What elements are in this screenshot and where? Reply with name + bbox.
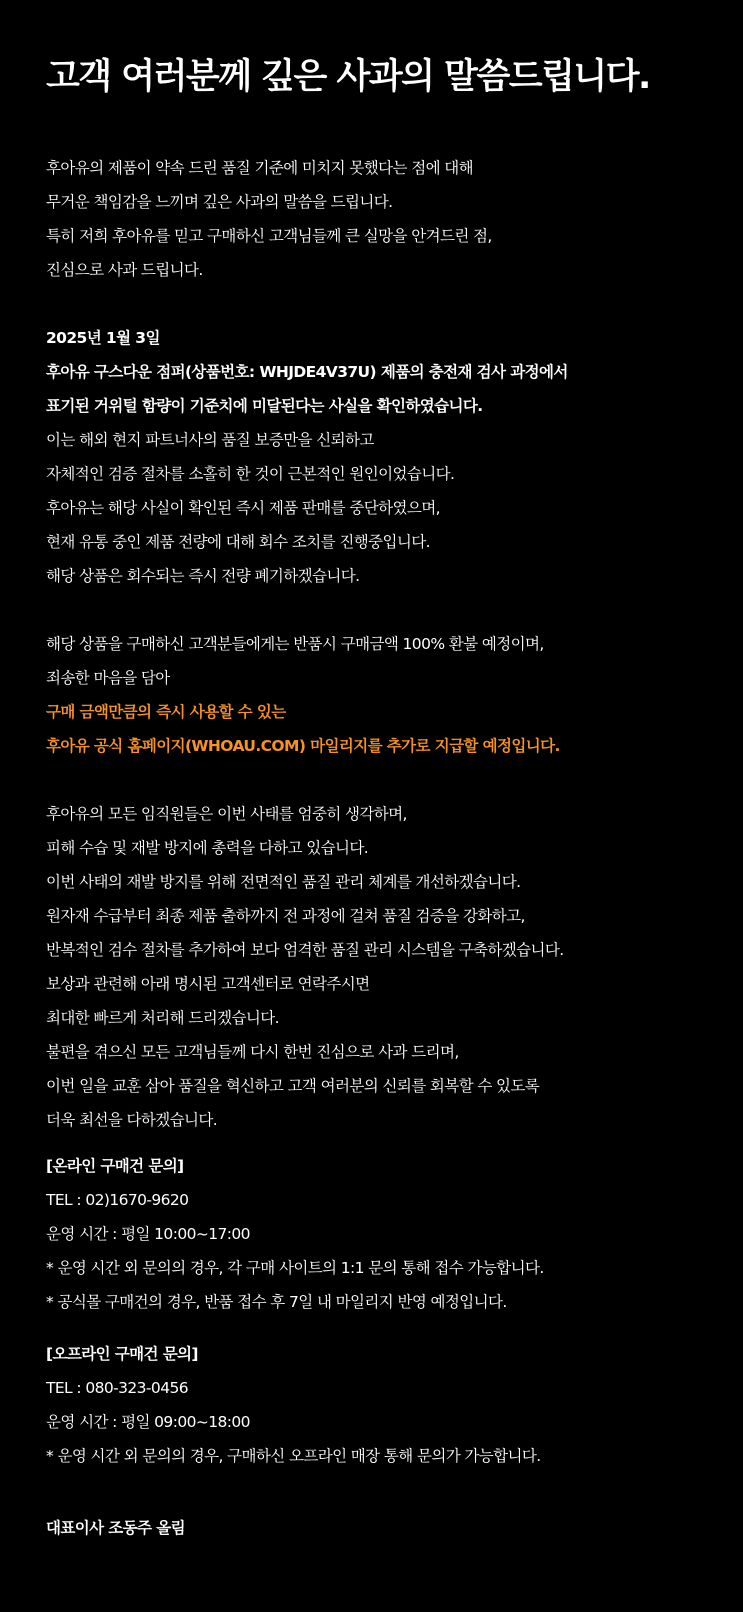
incident-line: 자체적인 검증 절차를 소홀히 한 것이 근본적인 원인이었습니다.: [46, 465, 455, 483]
page-title: 고객 여러분께 깊은 사과의 말씀드립니다.: [46, 57, 650, 97]
intro-line: 후아유의 제품이 약속 드린 품질 기준에 미치지 못했다는 점에 대해: [46, 159, 474, 177]
commitment-line: 이번 사태의 재발 방지를 위해 전면적인 품질 관리 체계를 개선하겠습니다.: [46, 873, 521, 891]
incident-paragraph: [46, 321, 743, 593]
commitment-line: 보상과 관련해 아래 명시된 고객센터로 연락주시면: [46, 975, 370, 993]
commitment-paragraph: [46, 797, 743, 1137]
offline-inquiry-heading: [오프라인 구매건 문의]: [46, 1345, 198, 1363]
offline-note: * 운영 시간 외 문의의 경우, 구매하신 오프라인 매장 통해 문의가 가능합니다.: [46, 1447, 541, 1465]
refund-line: 해당 상품을 구매하신 고객분들에게는 반품시 구매금액 100% 환불 예정이며,: [46, 635, 544, 653]
commitment-line: 피해 수습 및 재발 방지에 총력을 다하고 있습니다.: [46, 839, 369, 857]
incident-line: 해당 상품은 회수되는 즉시 전량 폐기하겠습니다.: [46, 567, 360, 585]
online-inquiry-section: [46, 1149, 743, 1319]
offline-inquiry-section: [46, 1337, 743, 1473]
commitment-line: 원자재 수급부터 최종 제품 출하까지 전 과정에 걸쳐 품질 검증을 강화하고,: [46, 907, 525, 925]
commitment-line: 최대한 빠르게 처리해 드리겠습니다.: [46, 1009, 279, 1027]
offline-hours: 운영 시간 : 평일 09:00~18:00: [46, 1413, 250, 1431]
online-inquiry-heading: [온라인 구매건 문의]: [46, 1157, 184, 1175]
online-tel: TEL : 02)1670-9620: [46, 1191, 189, 1209]
refund-highlight-line: 구매 금액만큼의 즉시 사용할 수 있는: [46, 703, 286, 721]
incident-date: 2025년 1월 3일: [46, 329, 160, 347]
commitment-line: 불편을 겪으신 모든 고객님들께 다시 한번 진심으로 사과 드리며,: [46, 1043, 459, 1061]
incident-line: 후아유는 해당 사실이 확인된 즉시 제품 판매를 중단하였으며,: [46, 499, 440, 517]
incident-bold-line: 표기된 거위털 함량이 기준치에 미달된다는 사실을 확인하였습니다.: [46, 397, 483, 415]
intro-line: 무거운 책임감을 느끼며 깊은 사과의 말씀을 드립니다.: [46, 193, 393, 211]
refund-highlight-line: 후아유 공식 홈페이지(WHOAU.COM) 마일리지를 추가로 지급할 예정입니다.: [46, 737, 560, 755]
signature: 대표이사 조동주 올림: [46, 1519, 185, 1537]
commitment-line: 반복적인 검수 절차를 추가하여 보다 엄격한 품질 관리 시스템을 구축하겠습니다.: [46, 941, 564, 959]
incident-line: 이는 해외 현지 파트너사의 품질 보증만을 신뢰하고: [46, 431, 374, 449]
incident-line: 현재 유통 중인 제품 전량에 대해 회수 조치를 진행중입니다.: [46, 533, 430, 551]
commitment-line: 후아유의 모든 임직원들은 이번 사태를 엄중히 생각하며,: [46, 805, 407, 823]
offline-tel: TEL : 080-323-0456: [46, 1379, 188, 1397]
incident-bold-line: 후아유 구스다운 점퍼(상품번호: WHJDE4V37U) 제품의 충전재 검사 과정에서: [46, 363, 568, 381]
commitment-line: 이번 일을 교훈 삼아 품질을 혁신하고 고객 여러분의 신뢰를 회복할 수 있도록: [46, 1077, 540, 1095]
online-note: * 공식몰 구매건의 경우, 반품 접수 후 7일 내 마일리지 반영 예정입니다.: [46, 1293, 507, 1311]
online-hours: 운영 시간 : 평일 10:00~17:00: [46, 1225, 250, 1243]
refund-line: 죄송한 마음을 담아: [46, 669, 170, 687]
intro-line: 특히 저희 후아유를 믿고 구매하신 고객님들께 큰 실망을 안겨드린 점,: [46, 227, 492, 245]
notice-body: [46, 151, 743, 1545]
commitment-line: 더욱 최선을 다하겠습니다.: [46, 1111, 218, 1129]
refund-paragraph: [46, 627, 743, 763]
online-note: * 운영 시간 외 문의의 경우, 각 구매 사이트의 1:1 문의 통해 접수 가능합니다.: [46, 1259, 544, 1277]
intro-paragraph: [46, 151, 743, 287]
intro-line: 진심으로 사과 드립니다.: [46, 261, 203, 279]
